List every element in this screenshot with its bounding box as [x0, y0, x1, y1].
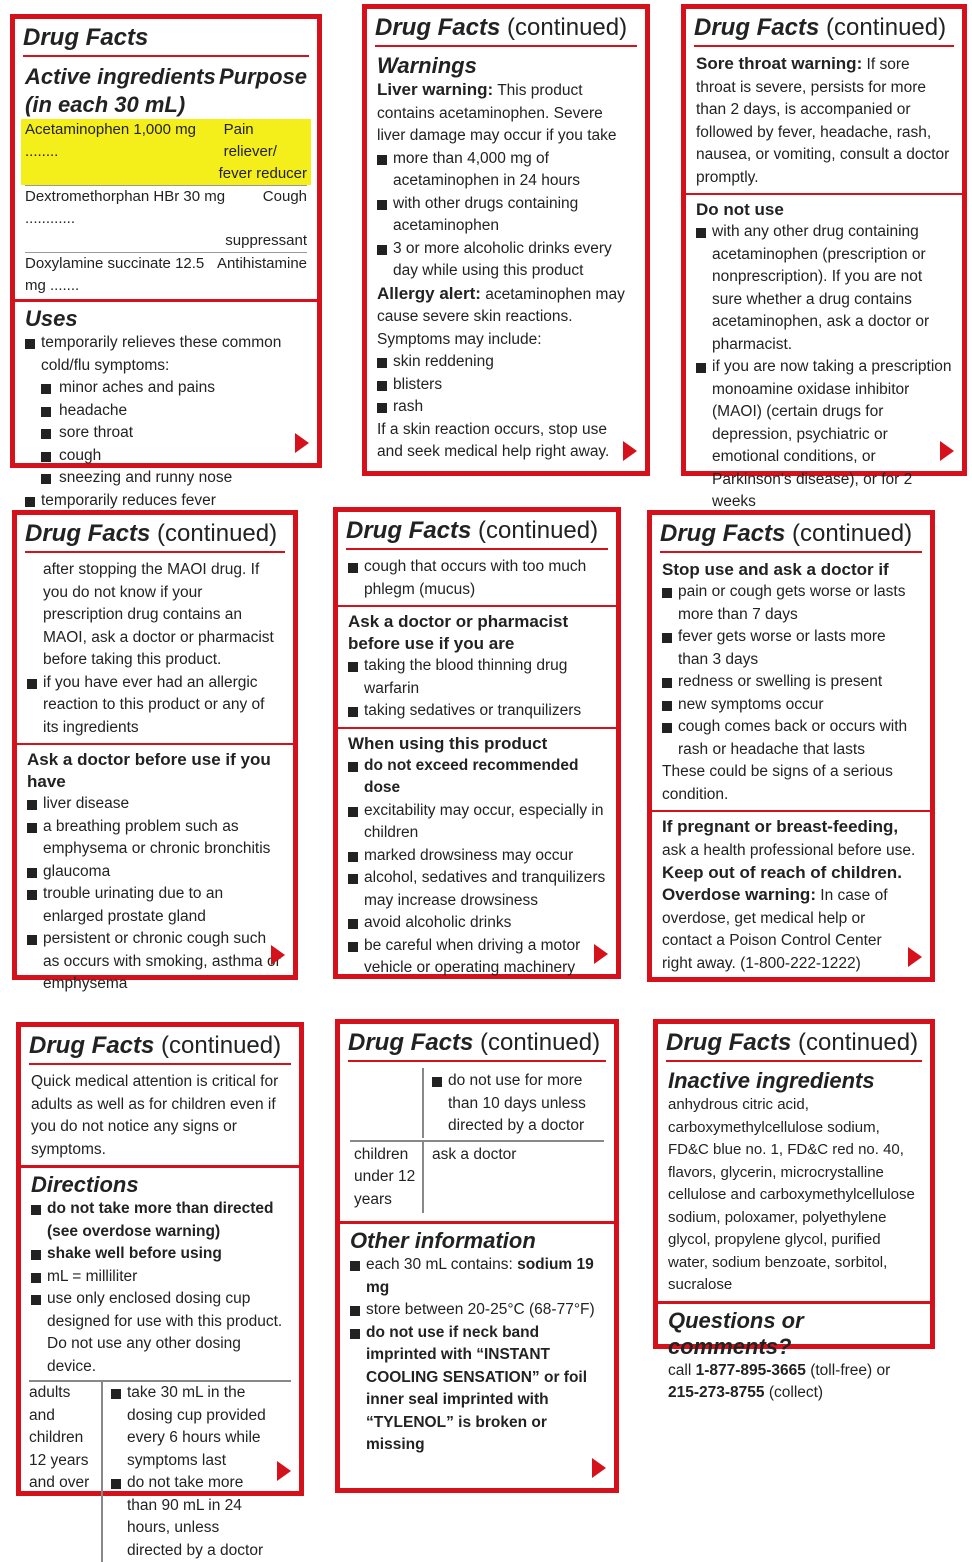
- panel-header: Drug Facts (continued): [375, 13, 637, 47]
- list-item: liver disease: [27, 793, 283, 816]
- phone-collect: 215-273-8755: [668, 1384, 765, 1401]
- ask-doctor-heading: Ask a doctor before use if you have: [27, 750, 271, 791]
- do-not-use-heading: Do not use: [696, 200, 784, 219]
- maoi-continued-text: after stopping the MAOI drug. If you do not know if your prescription drug contains an MAOI, ask a doctor or pharmacist before taking this product.: [43, 561, 274, 668]
- skin-reaction-text: If a skin reaction occurs, stop use and seek medical help right away.: [377, 420, 610, 460]
- continue-arrow-icon: [277, 1461, 291, 1481]
- list-item: a breathing problem such as emphysema or chronic bronchitis: [27, 816, 283, 861]
- children-label: children under 12 years: [350, 1142, 424, 1214]
- contact-text: call 1-877-895-3665 (toll-free) or 215-273-8755 (collect): [668, 1361, 891, 1401]
- ask-pharmacist-heading: Ask a doctor or pharmacist before use if you are: [348, 612, 569, 653]
- directions-heading: Directions: [31, 1172, 139, 1197]
- other-info-heading: Other information: [350, 1228, 536, 1253]
- purpose-heading: Purpose: [218, 64, 307, 89]
- list-item: fever gets worse or lasts more than 3 days: [662, 626, 920, 671]
- panel-header: Drug Facts (continued): [694, 13, 954, 47]
- list-item: sneezing and runny nose: [25, 467, 307, 490]
- children-value: ask a doctor: [432, 1145, 517, 1163]
- list-item: do not take more than 90 mL in 24 hours, unless directed by a doctor: [111, 1472, 273, 1562]
- list-item: cough comes back or occurs with rash or headache that lasts: [662, 716, 920, 761]
- list-item: headache: [25, 400, 307, 423]
- list-item: pain or cough gets worse or lasts more than 7 days: [662, 581, 920, 626]
- panel-header: Drug Facts (continued): [666, 1028, 922, 1062]
- list-item: skin reddening: [377, 351, 635, 374]
- children-dosage-section: [340, 1068, 614, 1224]
- drug-facts-panel-4: [12, 510, 298, 992]
- sore-throat-warning: Sore throat warning: If sore throat is severe, persists for more than 2 days, is accompanied or followed by fever, headache, rash, nausea, or vomiting, consult a doctor promptly.: [696, 54, 950, 186]
- drug-facts-panel-5: [333, 507, 621, 979]
- panel-header: Drug Facts (continued): [346, 516, 608, 550]
- active-ingredients-section: [15, 63, 317, 302]
- adults-label: adults and children 12 years and over: [29, 1382, 103, 1562]
- list-item: alcohol, sedatives and tranquilizers may increase drowsiness: [348, 867, 606, 912]
- list-item: taking the blood thinning drug warfarin: [348, 655, 606, 700]
- stop-use-section: [652, 559, 930, 812]
- list-item: cough that occurs with too much phlegm (mucus): [348, 556, 606, 601]
- panel-header: Drug Facts (continued): [348, 1028, 606, 1062]
- drug-facts-panel-6: [647, 510, 935, 982]
- continue-arrow-icon: [295, 433, 309, 453]
- ask-pharmacist-section: [338, 611, 616, 729]
- list-item: take 30 mL in the dosing cup provided every 6 hours while symptoms last: [111, 1382, 273, 1472]
- serious-condition-text: These could be signs of a serious condition.: [662, 763, 893, 803]
- maoi-section: [17, 559, 293, 745]
- continue-arrow-icon: [271, 945, 285, 965]
- list-item: glaucoma: [27, 861, 283, 884]
- list-item: taking sedatives or tranquilizers: [348, 700, 606, 723]
- inactive-section: [658, 1068, 930, 1304]
- overdose-warning: Overdose warning: In case of overdose, get medical help or contact a Poison Control Center right away. (1-800-222-1222): [662, 885, 888, 972]
- uses-heading: Uses: [25, 306, 78, 331]
- list-item: mL = milliliter: [31, 1266, 289, 1289]
- drug-facts-panel-2: [362, 4, 650, 476]
- quick-attention-section: [21, 1071, 299, 1168]
- list-item: rash: [377, 396, 635, 419]
- active-ingredients-heading: Active ingredients (in each 30 mL): [25, 64, 216, 117]
- list-item: use only enclosed dosing cup designed for use with this product. Do not use any other dosing device.: [31, 1288, 289, 1378]
- panel-header: Drug Facts (continued): [29, 1031, 291, 1065]
- list-item: new symptoms occur: [662, 694, 920, 717]
- inactive-heading: Inactive ingredients: [668, 1068, 875, 1093]
- list-item: temporarily reduces fever: [25, 490, 307, 513]
- list-item: do not take more than directed (see overdose warning): [31, 1198, 289, 1243]
- list-item: trouble urinating due to an enlarged prostate gland: [27, 883, 283, 928]
- quick-attention-text: Quick medical attention is critical for adults as well as for children even if you do not notice any signs or symptoms.: [31, 1073, 279, 1158]
- pregnant-text: If pregnant or breast-feeding, ask a health professional before use.: [662, 817, 916, 859]
- continue-arrow-icon: [594, 944, 608, 964]
- panel-header: Drug Facts (continued): [660, 519, 922, 553]
- list-item: if you are now taking a prescription monoamine oxidase inhibitor (MAOI) (certain drugs for depression, psychiatric or emotional conditions, or Parkinson's disease), or for 2 weeks: [696, 356, 952, 514]
- drug-facts-panel-1: [10, 14, 322, 509]
- panel-header: Drug Facts (continued): [25, 519, 285, 553]
- drug-facts-panel-8: [335, 1019, 619, 1493]
- phlegm-section: [338, 556, 616, 607]
- drug-facts-panel-7: [16, 1022, 304, 1559]
- panel-header: Drug Facts: [23, 23, 309, 57]
- keep-out-text: Keep out of reach of children.: [662, 863, 902, 882]
- liver-warning: Liver warning: This product contains acetaminophen. Severe liver damage may occur if you take: [377, 80, 617, 144]
- inactive-text: anhydrous citric acid, carboxymethylcellulose sodium, FD&C blue no. 1, FD&C red no. 40, flavors, glycerin, microcrystalline cellulose and carboxymethylcellulose sodium, poloxamer, polyethylene glycol, propylene glycol, purified water, sodium benzoate, sorbitol, sucralose: [668, 1096, 915, 1293]
- list-item: cough: [25, 445, 307, 468]
- allergy-alert: Allergy alert: acetaminophen may cause severe skin reactions. Symptoms may include:: [377, 283, 625, 348]
- continue-arrow-icon: [940, 441, 954, 461]
- continue-arrow-icon: [623, 441, 637, 461]
- stop-use-heading: Stop use and ask a doctor if: [662, 560, 889, 579]
- list-item: sore throat: [25, 422, 307, 445]
- list-item: more than 4,000 mg of acetaminophen in 24 hours: [377, 148, 635, 193]
- uses-intro: temporarily relieves these common cold/flu symptoms:: [25, 332, 307, 377]
- continue-arrow-icon: [592, 1458, 606, 1478]
- drug-facts-panel-9: [653, 1019, 935, 1401]
- list-item: do not use for more than 10 days unless directed by a doctor: [432, 1070, 596, 1138]
- uses-section: [15, 306, 317, 516]
- list-item: store between 20-25°C (68-77°F): [350, 1299, 604, 1322]
- when-using-heading: When using this product: [348, 733, 548, 753]
- list-item: excitability may occur, especially in children: [348, 800, 606, 845]
- ingredient-row-acetaminophen: Acetaminophen 1,000 mg ........ Pain reliever/ fever reducer: [21, 119, 311, 185]
- children-dosage-table: [350, 1068, 604, 1213]
- list-item: redness or swelling is present: [662, 671, 920, 694]
- list-item: 3 or more alcoholic drinks every day while using this product: [377, 238, 635, 283]
- list-item: shake well before using: [31, 1243, 289, 1266]
- dosage-table: [29, 1380, 291, 1562]
- list-item: each 30 mL contains: sodium 19 mg: [350, 1254, 604, 1299]
- list-item: with other drugs containing acetaminophen: [377, 193, 635, 238]
- list-item: if you have ever had an allergic reaction to this product or any of its ingredients: [27, 672, 283, 740]
- list-item: minor aches and pains: [25, 377, 307, 400]
- list-item: do not use if neck band imprinted with “INSTANT COOLING SENSATION” or foil inner seal imprinted with “TYLENOL” is broken or missing: [350, 1322, 604, 1457]
- ingredient-row-dextromethorphan: Dextromethorphan HBr 30 mg ............ Cough suppressant: [25, 185, 307, 252]
- list-item: do not exceed recommended dose: [348, 755, 606, 800]
- list-item: persistent or chronic cough such as occurs with smoking, asthma or emphysema: [27, 928, 283, 996]
- active-ingredients-header: [25, 63, 307, 119]
- continue-arrow-icon: [908, 947, 922, 967]
- drug-facts-panel-3: [681, 4, 967, 510]
- list-item: blisters: [377, 374, 635, 397]
- list-item: be careful when driving a motor vehicle or operating machinery: [348, 935, 606, 980]
- phone-tollfree: 1-877-895-3665: [695, 1361, 806, 1379]
- list-item: avoid alcoholic drinks: [348, 912, 606, 935]
- sore-throat-section: [686, 53, 962, 195]
- list-item: with any other drug containing acetaminophen (prescription or nonprescription). If you are not sure whether a drug contains acetaminophen, ask a doctor or pharmacist.: [696, 221, 952, 356]
- ingredient-row-doxylamine: Doxylamine succinate 12.5 mg ....... Antihistamine: [25, 252, 307, 297]
- list-item: marked drowsiness may occur: [348, 845, 606, 868]
- questions-heading: Questions or comments?: [668, 1307, 804, 1359]
- warnings-heading: Warnings: [377, 53, 477, 78]
